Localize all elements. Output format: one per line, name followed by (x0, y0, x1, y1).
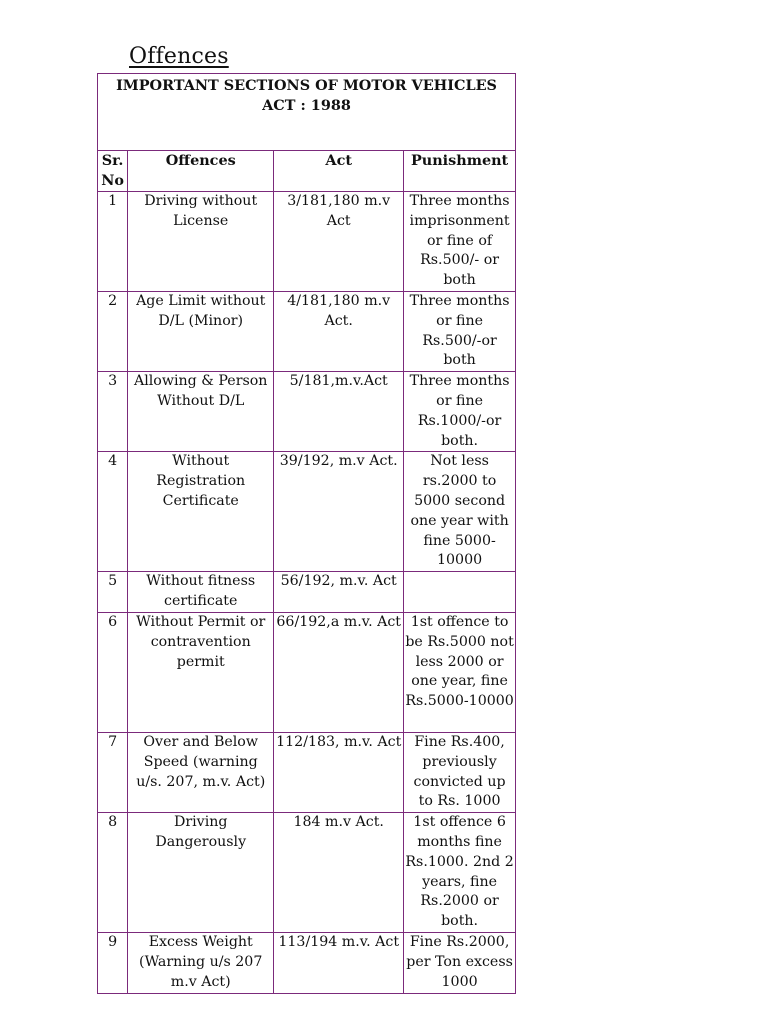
cell-act: 39/192, m.v Act. (274, 452, 404, 572)
cell-sr-no: 6 (98, 612, 128, 732)
cell-act: 184 m.v Act. (274, 813, 404, 933)
table-row (98, 732, 516, 812)
cell-sr-no: 4 (98, 452, 128, 572)
cell-act: 4/181,180 m.v Act. (274, 292, 404, 372)
cell-sr-no: 2 (98, 292, 128, 372)
table-row (98, 572, 516, 613)
cell-sr-no: 1 (98, 192, 128, 292)
cell-punishment: Three months or fine Rs.1000/-or both. (404, 372, 516, 452)
header-row (98, 151, 516, 192)
caption-row (98, 74, 516, 151)
cell-punishment: Fine Rs.400, previously convicted up to Rs. 1000 (404, 732, 516, 812)
table-row (98, 933, 516, 993)
cell-punishment: Three months or fine Rs.500/-or both (404, 292, 516, 372)
table-row (98, 452, 516, 572)
cell-punishment (404, 572, 516, 613)
cell-punishment: Fine Rs.2000, per Ton excess 1000 (404, 933, 516, 993)
cell-offence: Without Permit or contravention permit (128, 612, 274, 732)
cell-sr-no: 7 (98, 732, 128, 812)
table-row (98, 612, 516, 732)
cell-sr-no: 5 (98, 572, 128, 613)
header-act: Act (274, 151, 404, 192)
table-row (98, 292, 516, 372)
cell-act: 112/183, m.v. Act (274, 732, 404, 812)
cell-punishment: Not less rs.2000 to 5000 second one year with fine 5000-10000 (404, 452, 516, 572)
cell-offence: Without Registration Certificate (128, 452, 274, 572)
cell-punishment: 1st offence to be Rs.5000 not less 2000 or one year, fine Rs.5000-10000 (404, 612, 516, 732)
cell-offence: Excess Weight (Warning u/s 207 m.v Act) (128, 933, 274, 993)
page-title: Offences (129, 44, 229, 69)
cell-sr-no: 8 (98, 813, 128, 933)
cell-offence: Driving without License (128, 192, 274, 292)
cell-offence: Allowing & Person Without D/L (128, 372, 274, 452)
cell-offence: Driving Dangerously (128, 813, 274, 933)
cell-act: 5/181,m.v.Act (274, 372, 404, 452)
cell-act: 3/181,180 m.v Act (274, 192, 404, 292)
table-caption: IMPORTANT SECTIONS OF MOTOR VEHICLES ACT : 1988 (98, 74, 516, 151)
table-row (98, 813, 516, 933)
header-sr-no: Sr. No (98, 151, 128, 192)
cell-act: 56/192, m.v. Act (274, 572, 404, 613)
cell-offence: Age Limit without D/L (Minor) (128, 292, 274, 372)
cell-offence: Without fitness certificate (128, 572, 274, 613)
cell-act: 66/192,a m.v. Act (274, 612, 404, 732)
offences-table (97, 73, 516, 994)
header-punishment: Punishment (404, 151, 516, 192)
table-row (98, 192, 516, 292)
cell-sr-no: 3 (98, 372, 128, 452)
cell-offence: Over and Below Speed (warning u/s. 207, m.v. Act) (128, 732, 274, 812)
table-row (98, 372, 516, 452)
cell-sr-no: 9 (98, 933, 128, 993)
header-offences: Offences (128, 151, 274, 192)
cell-punishment: 1st offence 6 months fine Rs.1000. 2nd 2 years, fine Rs.2000 or both. (404, 813, 516, 933)
cell-punishment: Three months imprisonment or fine of Rs.500/- or both (404, 192, 516, 292)
cell-act: 113/194 m.v. Act (274, 933, 404, 993)
